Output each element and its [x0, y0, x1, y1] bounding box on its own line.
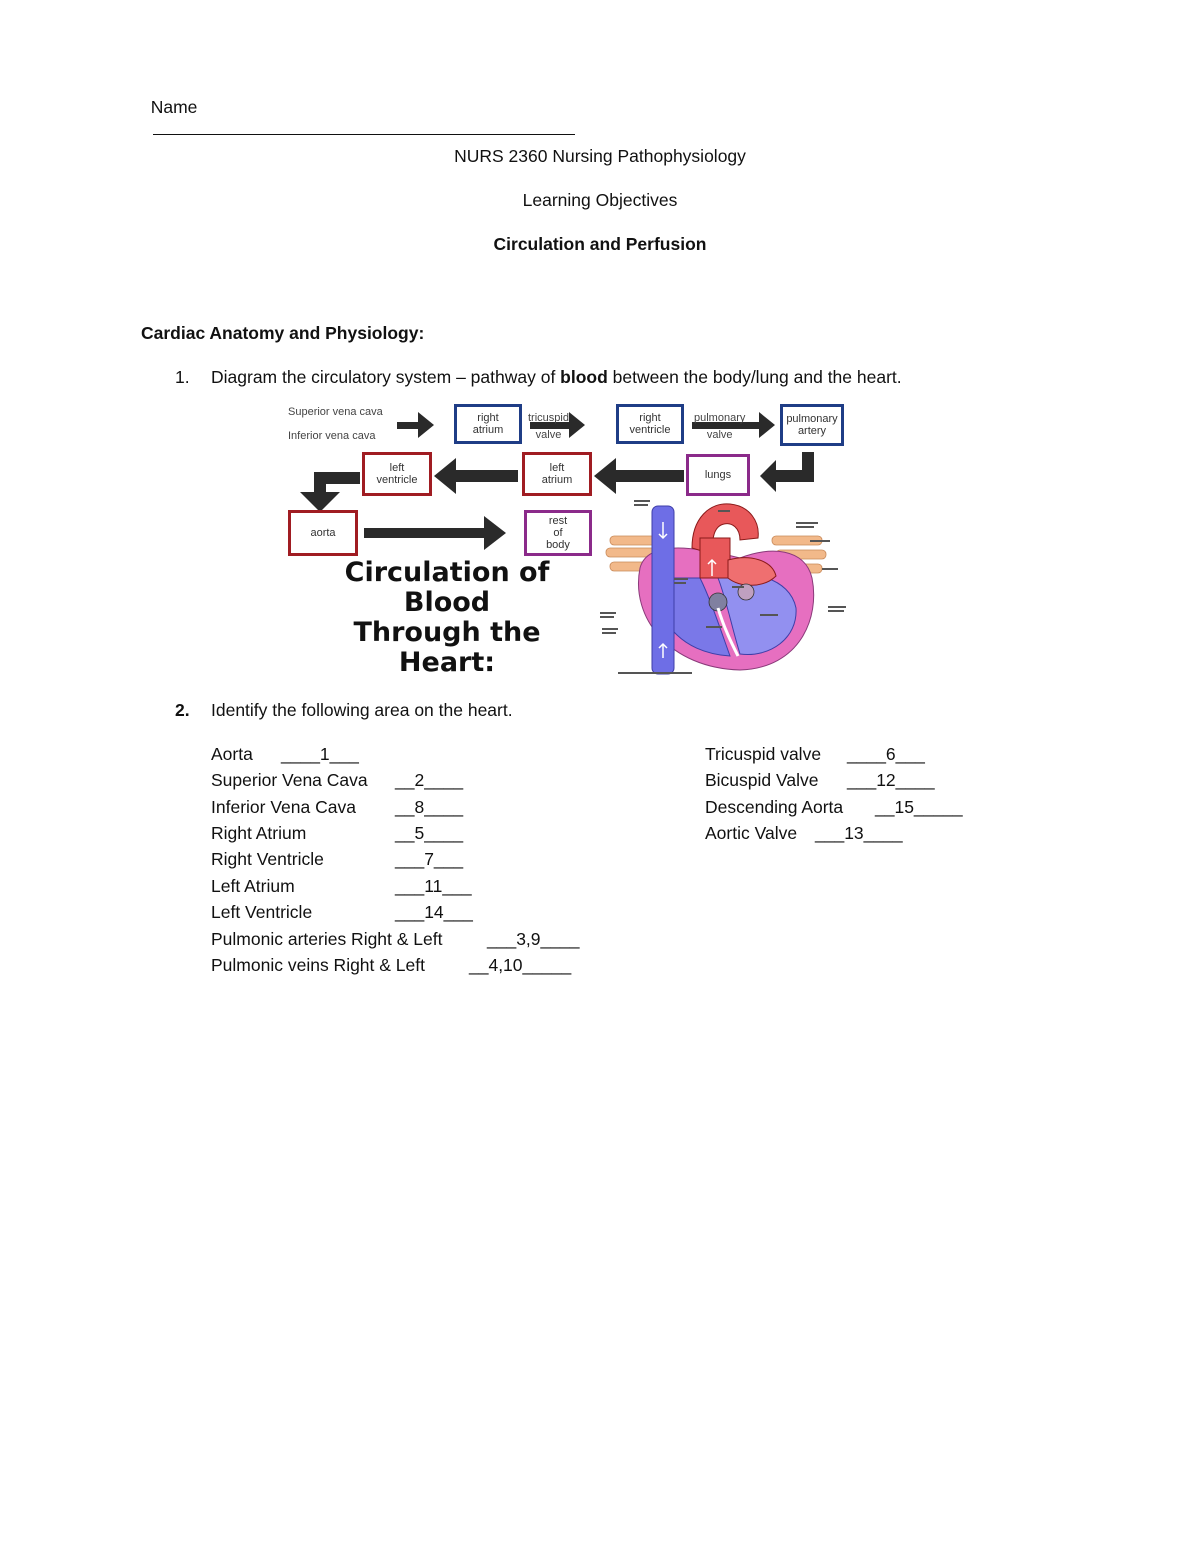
- list-item-label: Bicuspid Valve: [705, 770, 819, 790]
- arrow-to-left-atrium: [594, 458, 684, 494]
- subtitle: Learning Objectives: [522, 190, 678, 210]
- q2-number: 2.: [175, 700, 190, 720]
- rest-line2: of: [553, 527, 563, 539]
- q1-text-bold: blood: [560, 367, 608, 387]
- box-left-ventricle: [362, 452, 432, 496]
- box-right-ventricle: [616, 404, 684, 444]
- tricuspid-valve-label: [528, 410, 569, 444]
- box-pulmonary-artery: [780, 404, 844, 446]
- arrow-to-rest-of-body: [364, 516, 506, 550]
- list-item-label: Pulmonic veins Right & Left: [211, 955, 425, 975]
- list-item-answer: ___3,9____: [487, 929, 580, 949]
- lungs-label: lungs: [704, 469, 732, 481]
- q1-text: [211, 367, 902, 388]
- list-item-label: Aorta: [211, 744, 253, 764]
- list-item-answer: __15_____: [875, 797, 963, 817]
- name-blank-line: [153, 118, 575, 135]
- rest-line1: rest: [548, 515, 568, 527]
- pulmonary-valve-label: [694, 410, 745, 444]
- arrow-to-left-ventricle: [434, 458, 518, 494]
- list-item-label: Inferior Vena Cava: [211, 797, 356, 817]
- list-item-answer: ___11___: [395, 876, 472, 896]
- list-item-answer: ___13____: [815, 823, 903, 843]
- list-item-label: Superior Vena Cava: [211, 770, 368, 790]
- diagram-title: [324, 558, 570, 678]
- name-label: Name: [150, 97, 198, 117]
- right-atrium-line1: right: [477, 412, 499, 424]
- box-right-atrium: [454, 404, 522, 444]
- q1-text-before: Diagram the circulatory system – pathway of: [211, 367, 561, 387]
- q2-text: Identify the following area on the heart.: [211, 700, 513, 720]
- list-item-label: Descending Aorta: [705, 797, 844, 817]
- box-lungs: [686, 454, 750, 496]
- list-item-answer: ___14___: [395, 902, 473, 922]
- pulmonary-artery-line2: artery: [797, 425, 827, 437]
- topic-title: Circulation and Perfusion: [493, 234, 707, 254]
- left-ventricle-line1: left: [389, 462, 405, 474]
- list-item-label: Tricuspid valve: [705, 744, 822, 764]
- right-atrium-line2: atrium: [472, 424, 504, 436]
- aorta-label: aorta: [310, 527, 336, 539]
- list-item-answer: ___12____: [847, 770, 935, 790]
- diagram-title-line1: Circulation of: [344, 557, 550, 588]
- list-item-label: Right Ventricle: [211, 849, 324, 869]
- list-item-answer: __4,10_____: [469, 955, 572, 975]
- left-atrium-line1: left: [549, 462, 565, 474]
- q1-text-after: between the body/lung and the heart.: [607, 367, 902, 387]
- arrow-to-right-atrium: [397, 412, 434, 438]
- list-item-label: Left Ventricle: [211, 902, 313, 922]
- list-item-label: Left Atrium: [211, 876, 295, 896]
- diagram-title-line4: Heart:: [398, 647, 496, 678]
- diagram-title-line3: Through the: [353, 617, 541, 648]
- list-item-answer: __5____: [395, 823, 464, 843]
- svc-label: Superior vena cava: [288, 406, 383, 418]
- right-ventricle-line1: right: [639, 412, 661, 424]
- list-item-label: Aortic Valve: [705, 823, 798, 843]
- pulmonary-valve-line1: pulmonary: [694, 412, 746, 424]
- list-item-answer: ____6___: [847, 744, 925, 764]
- box-left-atrium: [522, 452, 592, 496]
- box-aorta: [288, 510, 358, 556]
- tricuspid-line1: tricuspid: [528, 412, 569, 424]
- pulmonary-valve-line2: valve: [706, 429, 733, 441]
- tricuspid-line2: valve: [535, 429, 562, 441]
- box-rest-of-body: [524, 510, 592, 556]
- circulation-diagram: [284, 400, 864, 680]
- heart-illustration: [600, 498, 864, 678]
- left-ventricle-line2: ventricle: [376, 474, 418, 486]
- arrow-bend-to-lungs: [760, 452, 814, 492]
- ivc-label: Inferior vena cava: [288, 430, 376, 442]
- list-item-answer: __8____: [395, 797, 464, 817]
- diagram-title-line2: Blood: [403, 587, 491, 618]
- right-ventricle-line2: ventricle: [629, 424, 671, 436]
- arrow-bend-to-aorta: [300, 472, 360, 512]
- left-atrium-line2: atrium: [541, 474, 573, 486]
- list-item-answer: ____1___: [281, 744, 359, 764]
- course-title: NURS 2360 Nursing Pathophysiology: [454, 146, 746, 166]
- name-field: [141, 76, 575, 140]
- list-item-label: Right Atrium: [211, 823, 307, 843]
- list-item-answer: ___7___: [395, 849, 464, 869]
- section-heading: Cardiac Anatomy and Physiology:: [141, 323, 425, 343]
- q1-number: 1.: [175, 367, 190, 387]
- pulmonary-artery-line1: pulmonary: [786, 413, 838, 425]
- rest-line3: body: [546, 539, 570, 551]
- list-item-label: Pulmonic arteries Right & Left: [211, 929, 443, 949]
- list-item-answer: __2____: [395, 770, 464, 790]
